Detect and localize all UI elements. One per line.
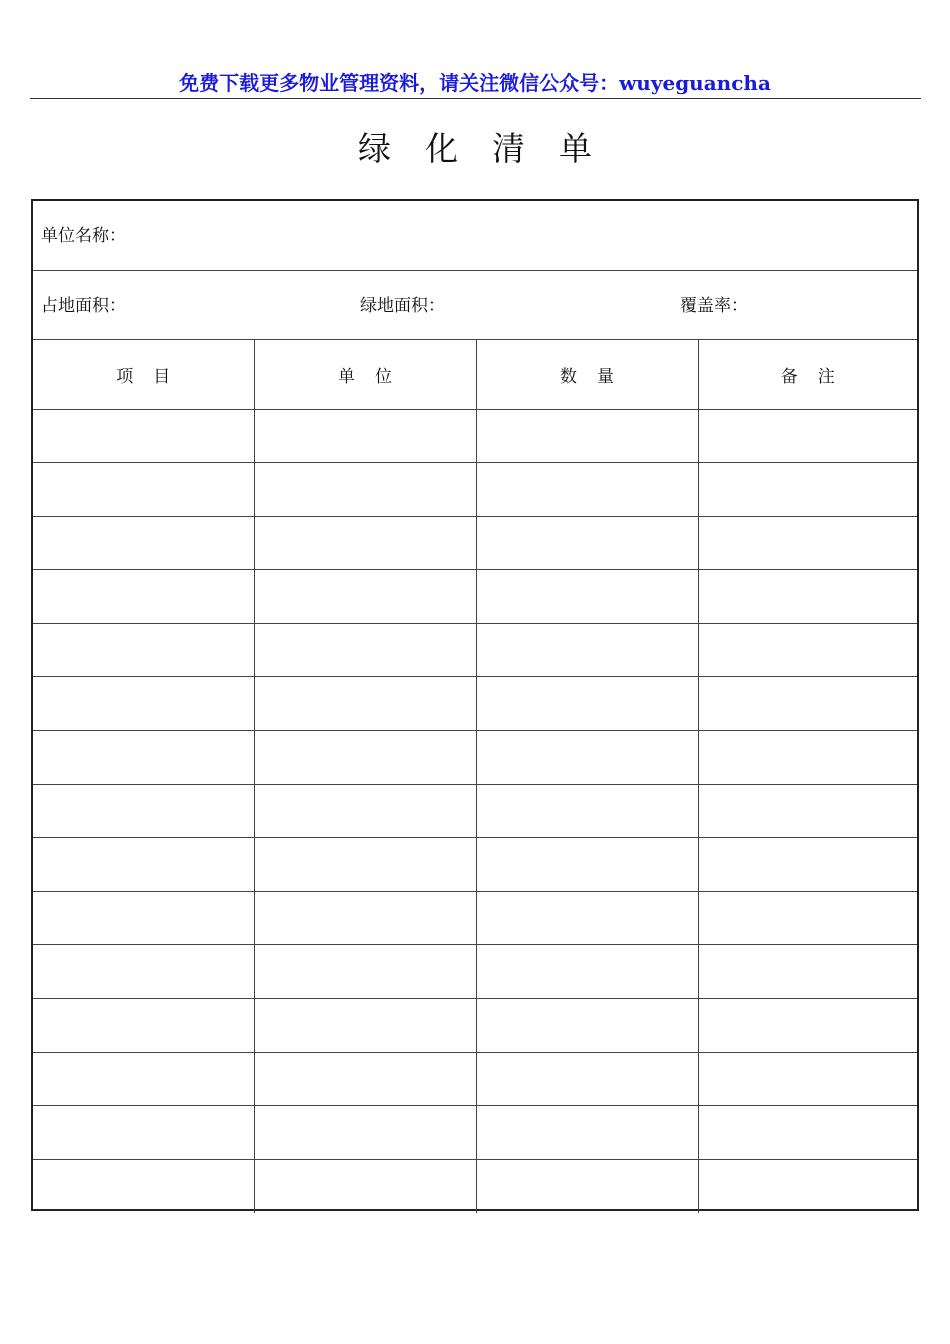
table-row <box>33 838 917 892</box>
table-cell-item[interactable] <box>33 891 254 945</box>
table-row <box>33 1106 917 1160</box>
table-row <box>33 1052 917 1106</box>
table-row <box>33 891 917 945</box>
table-cell-unit[interactable] <box>254 623 476 677</box>
table-cell-remarks[interactable] <box>698 677 917 731</box>
table-cell-unit[interactable] <box>254 1106 476 1160</box>
table-cell-quantity[interactable] <box>476 516 698 570</box>
table-row <box>33 784 917 838</box>
table-cell-unit[interactable] <box>254 570 476 624</box>
table-cell-remarks[interactable] <box>698 731 917 785</box>
table-cell-remarks[interactable] <box>698 570 917 624</box>
table-row <box>33 1159 917 1213</box>
column-header-unit: 单位 <box>254 340 476 409</box>
promo-banner: 免费下载更多物业管理资料，请关注微信公众号：wuyeguancha <box>179 71 771 95</box>
column-header-remarks: 备注 <box>698 340 917 409</box>
table-cell-remarks[interactable] <box>698 784 917 838</box>
greening-table <box>33 340 917 1213</box>
table-cell-quantity[interactable] <box>476 570 698 624</box>
table-cell-item[interactable] <box>33 623 254 677</box>
table-cell-unit[interactable] <box>254 463 476 517</box>
header-divider <box>30 98 921 99</box>
table-row <box>33 677 917 731</box>
area-row <box>33 271 917 340</box>
table-cell-remarks[interactable] <box>698 463 917 517</box>
table-row <box>33 409 917 463</box>
coverage-label: 覆盖率： <box>680 296 748 316</box>
table-cell-quantity[interactable] <box>476 463 698 517</box>
table-cell-item[interactable] <box>33 409 254 463</box>
table-cell-remarks[interactable] <box>698 838 917 892</box>
table-cell-unit[interactable] <box>254 784 476 838</box>
table-cell-unit[interactable] <box>254 999 476 1053</box>
green-area-label: 绿地面积： <box>360 296 445 316</box>
table-cell-unit[interactable] <box>254 409 476 463</box>
table-row <box>33 731 917 785</box>
table-row <box>33 945 917 999</box>
greening-list-form <box>31 199 919 1211</box>
table-cell-unit[interactable] <box>254 731 476 785</box>
table-cell-remarks[interactable] <box>698 1052 917 1106</box>
table-cell-item[interactable] <box>33 731 254 785</box>
table-cell-unit[interactable] <box>254 1052 476 1106</box>
table-cell-item[interactable] <box>33 677 254 731</box>
table-cell-remarks[interactable] <box>698 891 917 945</box>
table-cell-item[interactable] <box>33 999 254 1053</box>
table-cell-item[interactable] <box>33 1106 254 1160</box>
table-cell-item[interactable] <box>33 516 254 570</box>
table-cell-unit[interactable] <box>254 1159 476 1213</box>
column-header-quantity: 数量 <box>476 340 698 409</box>
table-cell-item[interactable] <box>33 838 254 892</box>
table-cell-unit[interactable] <box>254 516 476 570</box>
table-cell-quantity[interactable] <box>476 1159 698 1213</box>
unit-name-label: 单位名称： <box>41 226 126 246</box>
table-row <box>33 463 917 517</box>
table-cell-quantity[interactable] <box>476 891 698 945</box>
table-cell-item[interactable] <box>33 570 254 624</box>
table-cell-unit[interactable] <box>254 945 476 999</box>
table-cell-remarks[interactable] <box>698 623 917 677</box>
table-cell-quantity[interactable] <box>476 731 698 785</box>
table-cell-item[interactable] <box>33 945 254 999</box>
table-row <box>33 623 917 677</box>
table-cell-quantity[interactable] <box>476 1052 698 1106</box>
table-cell-quantity[interactable] <box>476 1106 698 1160</box>
table-row <box>33 516 917 570</box>
table-cell-quantity[interactable] <box>476 623 698 677</box>
table-cell-remarks[interactable] <box>698 1106 917 1160</box>
table-cell-item[interactable] <box>33 1159 254 1213</box>
column-header-item: 项目 <box>33 340 254 409</box>
table-cell-remarks[interactable] <box>698 409 917 463</box>
table-row <box>33 999 917 1053</box>
floor-area-label: 占地面积： <box>41 296 126 316</box>
unit-name-row <box>33 201 917 271</box>
table-header-row <box>33 340 917 409</box>
table-cell-item[interactable] <box>33 1052 254 1106</box>
table-cell-quantity[interactable] <box>476 945 698 999</box>
table-cell-unit[interactable] <box>254 838 476 892</box>
table-cell-quantity[interactable] <box>476 999 698 1053</box>
table-cell-remarks[interactable] <box>698 516 917 570</box>
table-cell-remarks[interactable] <box>698 999 917 1053</box>
table-cell-quantity[interactable] <box>476 784 698 838</box>
table-cell-unit[interactable] <box>254 891 476 945</box>
table-cell-remarks[interactable] <box>698 945 917 999</box>
table-cell-unit[interactable] <box>254 677 476 731</box>
table-cell-remarks[interactable] <box>698 1159 917 1213</box>
table-row <box>33 570 917 624</box>
table-cell-quantity[interactable] <box>476 838 698 892</box>
table-cell-quantity[interactable] <box>476 677 698 731</box>
table-cell-item[interactable] <box>33 463 254 517</box>
page-title: 绿化清单 <box>358 129 626 168</box>
table-cell-item[interactable] <box>33 784 254 838</box>
table-cell-quantity[interactable] <box>476 409 698 463</box>
